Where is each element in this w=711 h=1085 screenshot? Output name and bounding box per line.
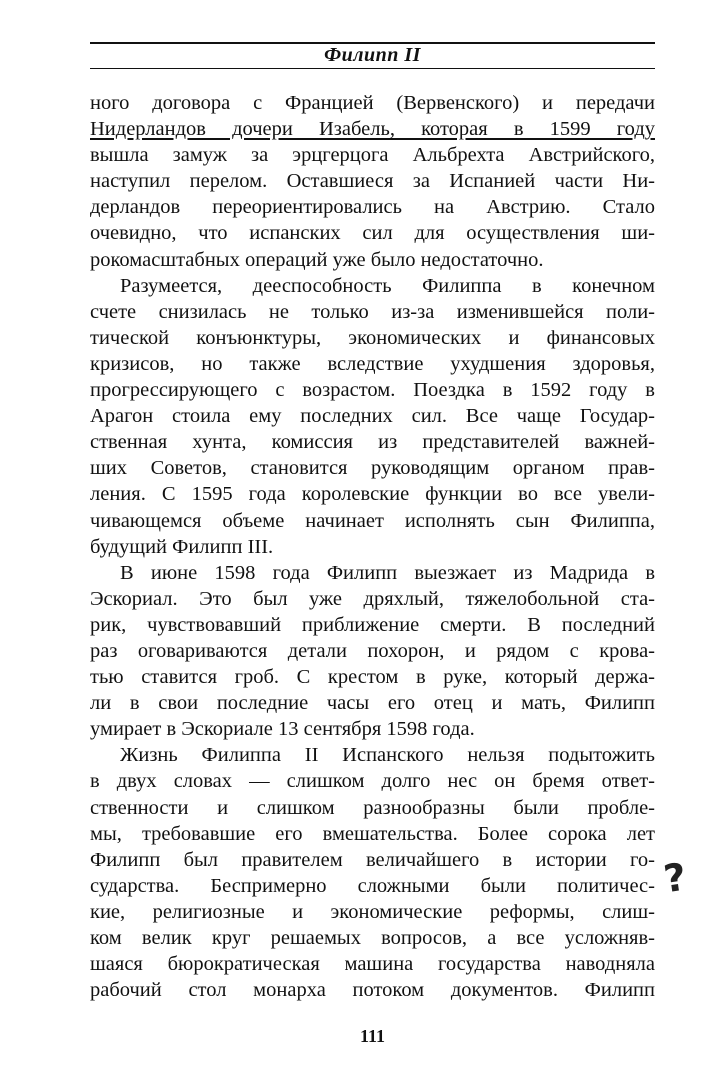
- text-line: рик, чувствовавший приближение смерти. В последний: [90, 613, 655, 636]
- text-line: кие, религиозные и экономические реформы, слиш-: [90, 900, 655, 923]
- text-line: наступил перелом. Оставшиеся за Испанией части Ни-: [90, 170, 655, 193]
- text-line: прогрессирующего с возрастом. Поездка в 1592 году в: [90, 379, 655, 402]
- text-line: очевидно, что испанских сил для осуществления ши-: [90, 222, 655, 245]
- text-line: в двух словах — слишком долго нес он бремя ответ-: [90, 770, 655, 793]
- text-line: Разумеется, дееспособность Филиппа в конечном: [120, 274, 655, 297]
- text-line: рабочий стол монарха потоком документов. Филипп: [90, 979, 655, 1002]
- text-line: чивающемся объеме начинает исполнять сын Филиппа,: [90, 509, 655, 532]
- text-line: ственная хунта, комиссия из представителей важней-: [90, 431, 655, 454]
- text-line: сударства. Беспримерно сложными были политичес-: [90, 874, 655, 897]
- text-line: дерландов переориентировались на Австрию. Стало: [90, 196, 655, 219]
- text-line: вышла замуж за эрцгерцога Альбрехта Австрийского,: [90, 144, 655, 167]
- text-line: ления. С 1595 года королевские функции во все увели-: [90, 483, 655, 506]
- text-line: ком велик круг решаемых вопросов, а все усложняв-: [90, 927, 655, 949]
- text-line: В июне 1598 года Филипп выезжает из Мадрида в: [120, 561, 655, 584]
- page-number: 111: [359, 1026, 385, 1046]
- underlined-phrase: Нидерландов дочери Изабель, которая в 1599 году: [90, 118, 655, 141]
- text-line: тической конъюнктуры, экономических и финансовых: [90, 326, 655, 349]
- margin-question-mark: ?: [661, 854, 690, 902]
- text-line: [90, 116, 655, 142]
- text-line: ного договора с Францией (Вервенского) и передачи: [90, 92, 655, 114]
- text-line: Эскориал. Это был уже дряхлый, тяжелобольной ста-: [90, 587, 655, 610]
- text-line: будущий Филипп III.: [90, 535, 274, 558]
- text-line: кризисов, но также вследствие ухудшения здоровья,: [90, 352, 655, 375]
- text-line: раз оговариваются детали похорон, и рядом с крова-: [90, 639, 655, 662]
- text-line: счете снизилась не только из-за изменившейся поли-: [90, 300, 655, 323]
- text-line: ших Советов, становится руководящим органом прав-: [90, 457, 655, 480]
- text-line: Жизнь Филиппа II Испанского нельзя подытожить: [120, 744, 655, 767]
- body-text: [90, 90, 655, 1003]
- text-line: тью ставится гроб. С крестом в руке, который держа-: [90, 666, 655, 689]
- text-line: ли в свои последние часы его отец и мать, Филипп: [90, 692, 655, 715]
- text-line: шаяся бюрократическая машина государства наводняла: [90, 953, 655, 976]
- text-line: ственности и слишком разнообразны были пробле-: [90, 796, 655, 819]
- running-head: Филипп II: [324, 44, 421, 66]
- text-line: мы, требовавшие его вмешательства. Более сорока лет: [90, 822, 655, 845]
- header-rule-bottom: [90, 68, 655, 69]
- text-line: Арагон стоила ему последних сил. Все чаще Государ-: [90, 405, 655, 428]
- text-line: рокомасштабных операций уже было недостаточно.: [90, 248, 544, 271]
- text-line: Филипп был правителем величайшего в истории го-: [90, 848, 655, 871]
- text-line: умирает в Эскориале 13 сентября 1598 года.: [90, 718, 475, 741]
